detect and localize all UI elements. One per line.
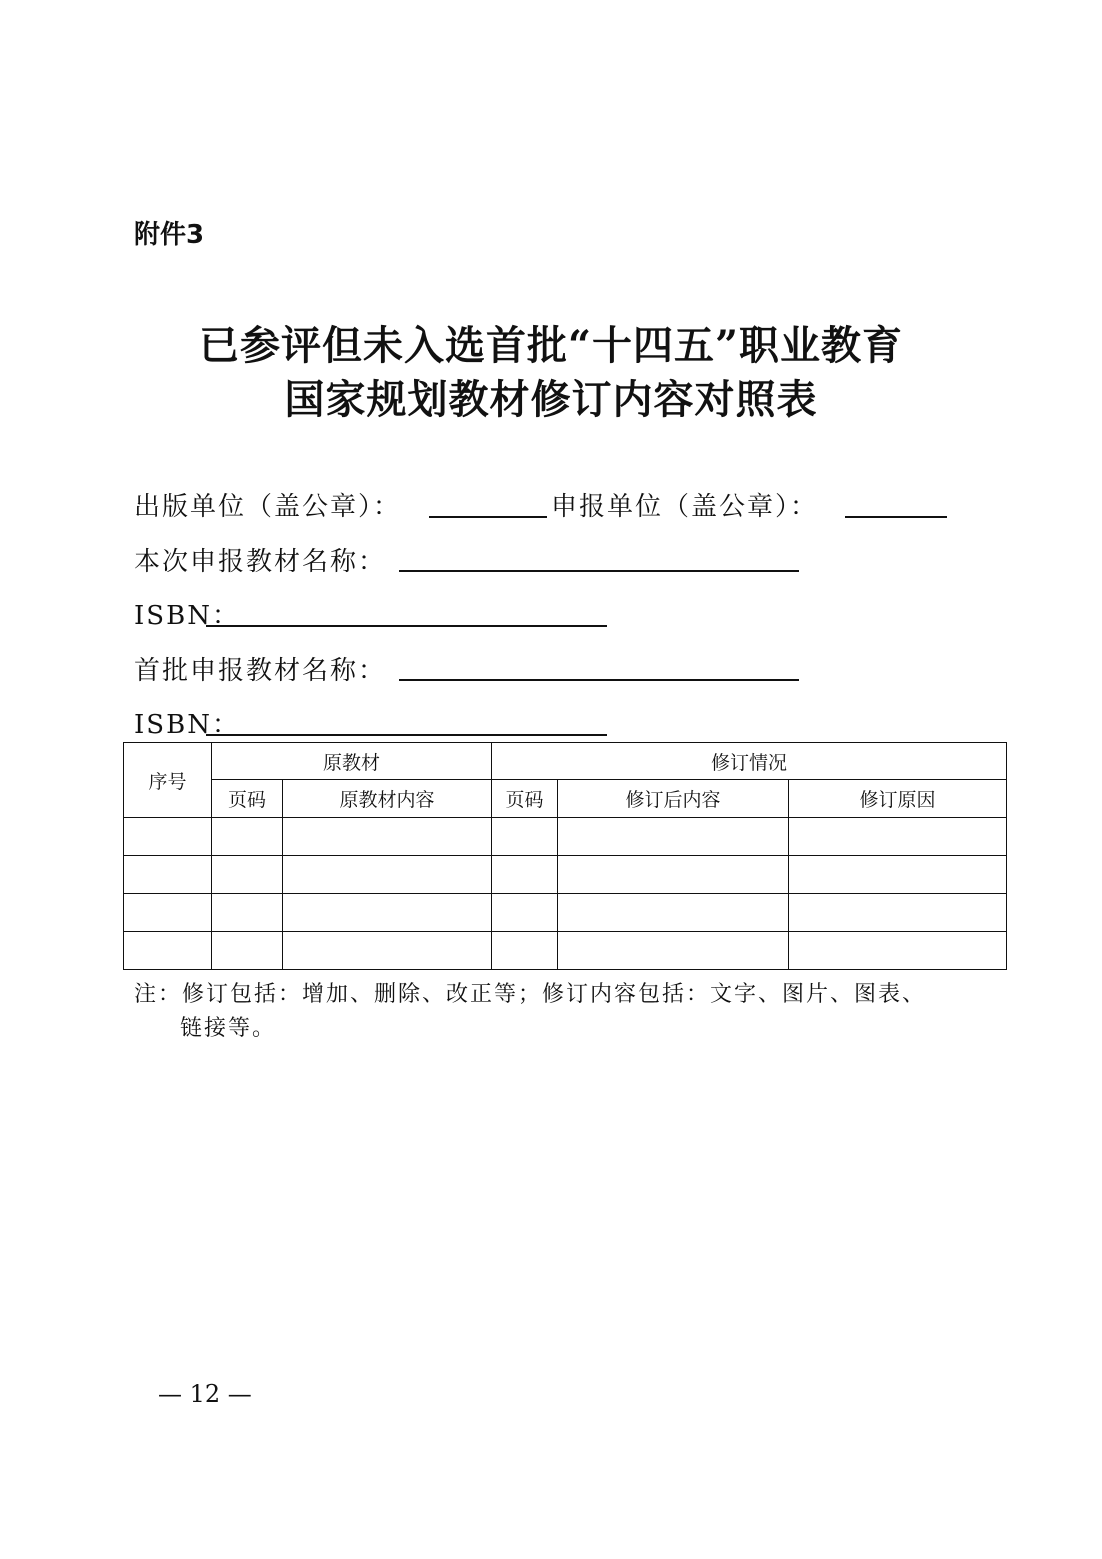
current-textbook-name-label: 本次申报教材名称：: [134, 547, 387, 577]
table-row: [124, 818, 1007, 856]
table-cell[interactable]: [558, 818, 789, 856]
table-row: [124, 856, 1007, 894]
table-cell[interactable]: [789, 932, 1007, 970]
current-textbook-name-blank[interactable]: [399, 570, 799, 572]
table-row: [124, 894, 1007, 932]
document-title-line-2: 国家规划教材修订内容对照表: [284, 376, 818, 423]
table-cell[interactable]: [558, 932, 789, 970]
header-original-textbook: 原教材: [212, 743, 492, 780]
table-cell[interactable]: [212, 932, 283, 970]
table-cell[interactable]: [492, 818, 558, 856]
isbn-blank-1[interactable]: [206, 625, 607, 627]
table-cell[interactable]: [492, 932, 558, 970]
isbn-label-2: ISBN：: [134, 710, 240, 740]
publisher-blank[interactable]: [429, 516, 547, 518]
header-revised-page: 页码: [492, 780, 558, 818]
first-textbook-name-blank[interactable]: [399, 679, 799, 681]
table-cell[interactable]: [492, 894, 558, 932]
table-row: [124, 932, 1007, 970]
header-revision-reason: 修订原因: [789, 780, 1007, 818]
table-cell[interactable]: [558, 894, 789, 932]
table-cell[interactable]: [124, 818, 212, 856]
isbn-label-1: ISBN：: [134, 601, 240, 631]
isbn-blank-2[interactable]: [206, 734, 607, 736]
footnote: [134, 978, 974, 1046]
footnote-line-1: 注：修订包括：增加、删除、改正等；修订内容包括：文字、图片、图表、: [134, 982, 927, 1007]
table-cell[interactable]: [789, 894, 1007, 932]
table-cell[interactable]: [124, 932, 212, 970]
table-cell[interactable]: [492, 856, 558, 894]
publisher-label: 出版单位（盖公章）：: [134, 492, 402, 522]
table-cell[interactable]: [283, 894, 492, 932]
header-revised-content: 修订后内容: [558, 780, 789, 818]
page-number: — 12 —: [158, 1380, 252, 1408]
revision-comparison-table: [123, 742, 1007, 970]
header-seq: 序号: [124, 743, 212, 818]
table-cell[interactable]: [212, 818, 283, 856]
table-cell[interactable]: [124, 894, 212, 932]
attachment-label: 附件3: [134, 220, 205, 250]
table-cell[interactable]: [212, 856, 283, 894]
table-cell[interactable]: [283, 818, 492, 856]
header-revision-status: 修订情况: [492, 743, 1007, 780]
table-cell[interactable]: [283, 932, 492, 970]
footnote-line-2: 链接等。: [180, 1016, 277, 1041]
applicant-label: 申报单位（盖公章）：: [551, 492, 819, 522]
table-cell[interactable]: [212, 894, 283, 932]
table-cell[interactable]: [789, 818, 1007, 856]
table-cell[interactable]: [558, 856, 789, 894]
table-cell[interactable]: [789, 856, 1007, 894]
applicant-blank[interactable]: [845, 516, 947, 518]
first-textbook-name-label: 首批申报教材名称：: [134, 656, 387, 686]
document-title-line-1: 已参评但未入选首批“十四五”职业教育: [198, 322, 903, 369]
header-original-content: 原教材内容: [283, 780, 492, 818]
table-cell[interactable]: [124, 856, 212, 894]
table-cell[interactable]: [283, 856, 492, 894]
header-original-page: 页码: [212, 780, 283, 818]
